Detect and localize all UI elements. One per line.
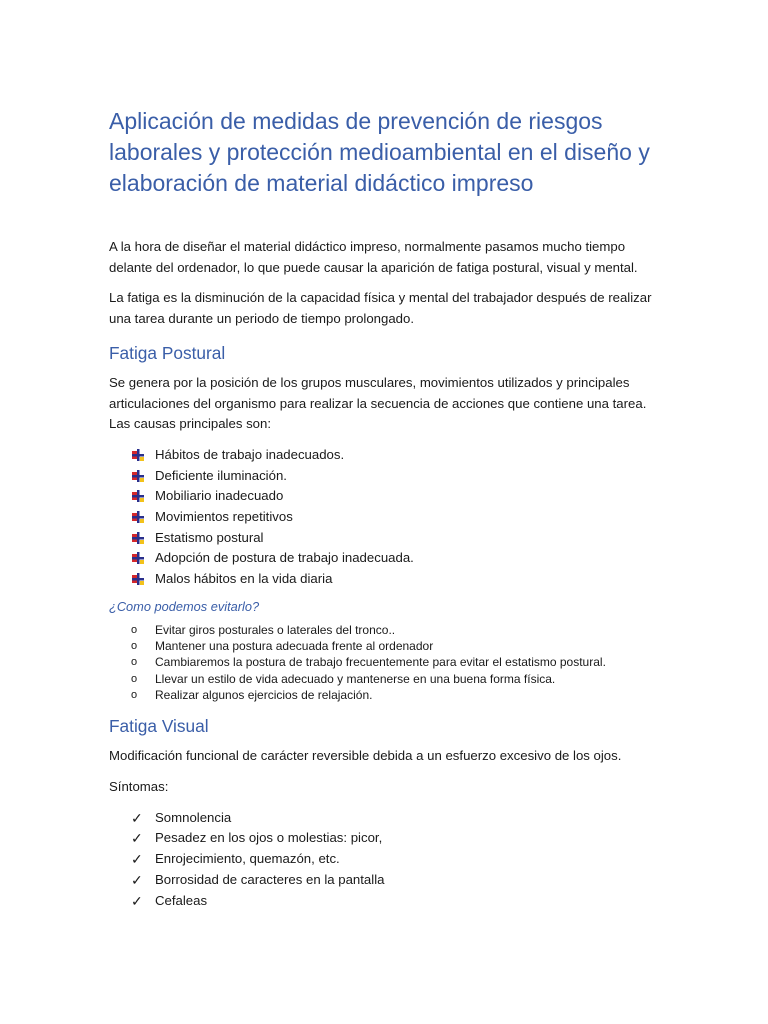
section-heading-postural: Fatiga Postural (109, 342, 226, 363)
document-title: Aplicación de medidas de prevención de riesgos laborales y protección medioambiental en el diseño y elaboración de material didáctico impreso (109, 108, 650, 196)
checkmark-icon: ✓ (131, 830, 143, 847)
colored-cross-icon (131, 572, 145, 593)
intro-paragraph-1: A la hora de diseñar el material didáctico impreso, normalmente pasamos mucho tiempo delante del ordenador, lo que puede causar la aparición de fatiga postural, visual y mental. (109, 239, 638, 275)
symptoms-list (109, 808, 669, 912)
list-item: ✓ Pesadez en los ojos o molestias: picor, (109, 828, 669, 849)
list-item: Adopción de postura de trabajo inadecuada. (109, 548, 669, 569)
list-item: Malos hábitos en la vida diaria (109, 569, 669, 590)
list-item: o Realizar algunos ejercicios de relajación. (131, 688, 373, 703)
checkmark-icon: ✓ (131, 871, 143, 888)
list-item: ✓ Enrojecimiento, quemazón, etc. (109, 849, 669, 870)
circle-bullet-icon: o (131, 656, 138, 669)
list-item: Mobiliario inadecuado (109, 486, 669, 507)
symptoms-label: Síntomas: (109, 779, 169, 795)
circle-bullet-icon: o (131, 623, 138, 636)
list-item: Deficiente iluminación. (109, 466, 669, 487)
list-item: Estatismo postural (109, 528, 669, 549)
list-item: ✓ Borrosidad de caracteres en la pantalla (109, 870, 669, 891)
list-item: Hábitos de trabajo inadecuados. (109, 445, 669, 466)
circle-bullet-icon: o (131, 672, 138, 685)
postural-description: Se genera por la posición de los grupos musculares, movimientos utilizados y principales articulaciones del organismo para realizar la secuencia de acciones que contiene una tarea. Las causas principales son: (109, 374, 647, 432)
document-page (109, 106, 669, 919)
circle-bullet-icon: o (131, 640, 138, 653)
section-heading-visual: Fatiga Visual (109, 716, 209, 737)
list-item: o Llevar un estilo de vida adecuado y mantenerse en una buena forma física. (131, 671, 556, 686)
prevention-subheading: ¿Como podemos evitarlo? (109, 598, 260, 614)
visual-description: Modificación funcional de carácter reversible debida a un esfuerzo excesivo de los ojos. (109, 748, 622, 764)
list-item: o Mantener una postura adecuada frente al ordenador (131, 639, 434, 654)
list-item: ✓ Cefaleas (109, 891, 669, 912)
list-item: o Evitar giros posturales o laterales del tronco.. (131, 622, 396, 637)
list-item: Movimientos repetitivos (109, 507, 669, 528)
checkmark-icon: ✓ (131, 851, 143, 868)
checkmark-icon: ✓ (131, 892, 143, 909)
circle-bullet-icon: o (131, 689, 138, 702)
intro-paragraph-2: La fatiga es la disminución de la capacidad física y mental del trabajador después de realizar una tarea durante un periodo de tiempo prolongado. (109, 290, 652, 327)
postural-causes-list (109, 445, 669, 590)
checkmark-icon: ✓ (131, 809, 143, 826)
list-item: ✓ Somnolencia (109, 808, 669, 829)
list-item: o Cambiaremos la postura de trabajo frecuentemente para evitar el estatismo postural. (131, 655, 606, 670)
prevention-list (109, 622, 669, 703)
